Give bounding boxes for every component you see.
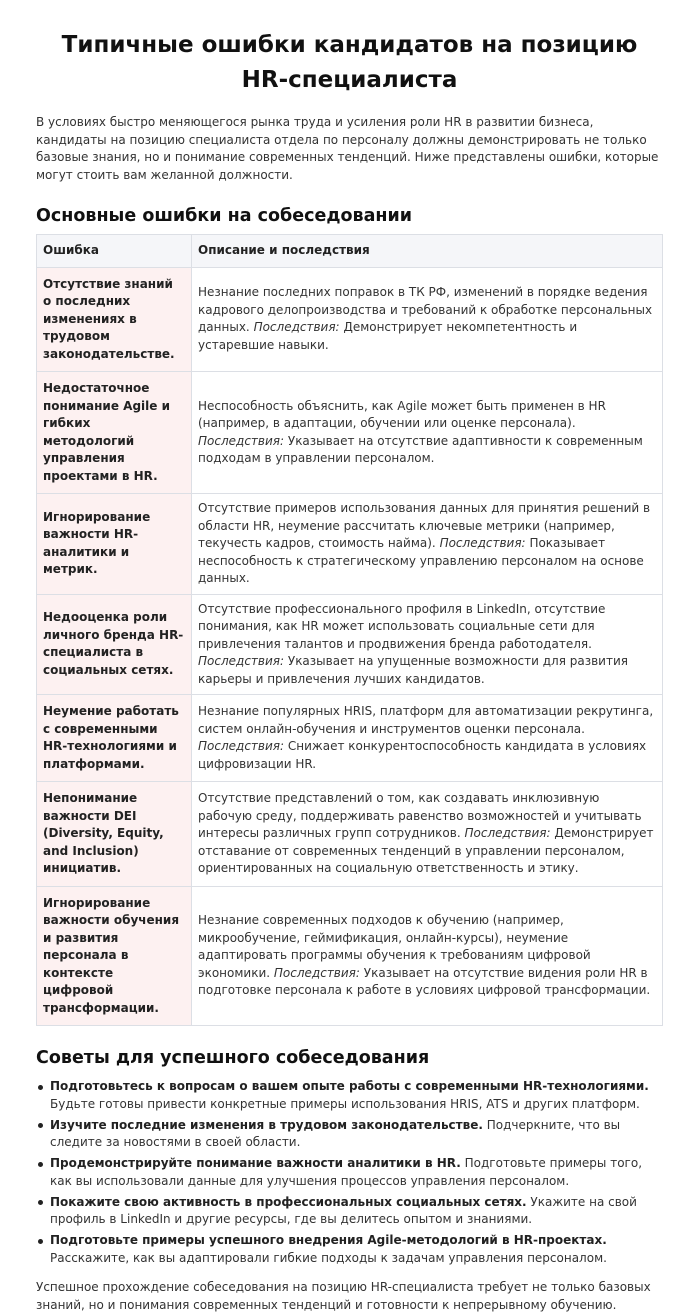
description-text: Незнание современных подходов к обучению (например, микрообучение, геймификация, онлайн-курсы), неумение адаптировать программы обучения к требованиям цифровой экономики.	[198, 913, 591, 980]
consequence-label: Последствия:	[464, 826, 551, 840]
page-title: Типичные ошибки кандидатов на позицию HR-специалиста	[61, 32, 638, 93]
tip-bold: Подготовьтесь к вопросам о вашем опыте работы с современными HR-технологиями.	[50, 1079, 649, 1093]
tip-text: Укажите на свой профиль в LinkedIn и другие ресурсы, где вы делитесь опытом и знаниями.	[50, 1194, 637, 1226]
consequence-label: Последствия:	[198, 654, 285, 668]
error-cell: Неумение работать с современными HR-технологиями и платформами.	[37, 695, 192, 782]
tip-text: Расскажите, как вы адаптировали гибкие подходы к задачам управления персоналом.	[50, 1250, 607, 1265]
consequence-text: Указывает на отсутствие адаптивности к современным подходам в управлении персоналом.	[198, 433, 643, 465]
error-cell: Недостаточное понимание Agile и гибких методологий управления проектами в HR.	[37, 372, 192, 494]
tip-bold: Изучите последние изменения в трудовом законодательстве.	[50, 1117, 483, 1132]
intro-paragraph: В условиях быстро меняющегося рынка труда и усиления роли HR в развитии бизнеса, кандидаты на позицию специалиста отдела по персоналу должны демонстрировать не только базовые знания, но и понимание современных тенденций. Ниже представлены ошибки, которые могут стоить вам желанной должности.	[36, 115, 659, 182]
tips-heading: Советы для успешного собеседования	[36, 1048, 430, 1068]
table-row	[37, 372, 663, 494]
consequence-label: Последствия:	[198, 433, 285, 448]
outro-paragraph: Успешное прохождение собеседования на позицию HR-специалиста требует не только базовых знаний, но и понимания современных тенденций и готовности к непрерывному обучению.	[36, 1280, 651, 1312]
tip-bold: Покажите свою активность в профессиональных социальных сетях.	[50, 1194, 527, 1209]
error-cell: Игнорирование важности HR-аналитики и метрик.	[37, 494, 192, 595]
error-cell: Недооценка роли личного бренда HR-специалиста в социальных сетях.	[37, 594, 192, 695]
consequence-label: Последствия:	[439, 536, 526, 550]
list-item	[50, 1194, 663, 1229]
list-item	[50, 1232, 663, 1267]
description-cell	[192, 372, 663, 494]
consequence-text: Показывает неспособность к стратегическому управлению персоналом на основе данных.	[198, 536, 644, 585]
description-cell	[192, 594, 663, 695]
error-cell: Игнорирование важности обучения и развития персонала в контексте цифровой трансформации.	[37, 886, 192, 1026]
error-cell: Непонимание важности DEI (Diversity, Equity, and Inclusion) инициатив.	[37, 782, 192, 887]
table-row	[37, 886, 663, 1026]
errors-table	[36, 234, 663, 1026]
table-row	[37, 267, 663, 372]
list-item	[50, 1155, 663, 1190]
consequence-text: Демонстрирует некомпетентность и устаревшие навыки.	[198, 320, 578, 352]
description-text: Незнание последних поправок в ТК РФ, изменений в порядке ведения кадрового делопроизводства и требований к обработке персональных данных.	[198, 285, 653, 335]
description-cell	[192, 695, 663, 782]
column-header-description: Описание и последствия	[192, 235, 663, 268]
tip-text: Подчеркните, что вы следите за новостями в своей области.	[50, 1117, 621, 1149]
consequence-label: Последствия:	[273, 965, 360, 980]
table-row	[37, 494, 663, 595]
description-cell	[192, 782, 663, 887]
error-cell: Отсутствие знаний о последних изменениях в трудовом законодательстве.	[37, 267, 192, 372]
description-cell	[192, 494, 663, 595]
tip-text: Будьте готовы привести конкретные примеры использования HRIS, ATS и других платформ.	[50, 1096, 640, 1111]
description-text: Неспособность объяснить, как Agile может быть применен в HR (например, в адаптации, обучении или оценке персонала).	[198, 398, 606, 430]
description-cell	[192, 267, 663, 372]
list-item	[50, 1078, 663, 1113]
consequence-text: Демонстрирует отставание от современных тенденций в управлении персоналом, ориентированных на социальную ответственность и этику.	[198, 826, 654, 875]
tips-list	[36, 1078, 663, 1267]
table-row	[37, 782, 663, 887]
tip-bold: Подготовьте примеры успешного внедрения Agile-методологий в HR-проектах.	[50, 1233, 607, 1247]
consequence-label: Последствия:	[198, 739, 285, 753]
tip-bold: Продемонстрируйте понимание важности аналитики в HR.	[50, 1156, 461, 1170]
tip-text: Подготовьте примеры того, как вы использовали данные для улучшения процессов управления персоналом.	[50, 1156, 643, 1188]
description-cell	[192, 886, 663, 1026]
description-text: Незнание популярных HRIS, платформ для автоматизации рекрутинга, систем онлайн-обучения и инструментов оценки персонала.	[198, 704, 654, 736]
table-row	[37, 695, 663, 782]
consequence-label: Последствия:	[253, 320, 340, 335]
description-text: Отсутствие представлений о том, как создавать инклюзивную рабочую среду, поддерживать равенство возможностей и учитывать интересы различных групп сотрудников.	[198, 791, 642, 840]
errors-heading: Основные ошибки на собеседовании	[36, 206, 413, 226]
table-header-row	[37, 235, 663, 268]
list-item	[50, 1117, 663, 1152]
column-header-error: Ошибка	[37, 235, 192, 268]
consequence-text: Указывает на упущенные возможности для развития карьеры и привлечения лучших кандидатов.	[198, 654, 628, 686]
description-text: Отсутствие примеров использования данных для принятия решений в области HR, неумение рассчитать ключевые метрики (например, текучесть кадров, стоимость найма).	[198, 501, 651, 550]
consequence-text: Снижает конкурентоспособность кандидата в условиях цифровизации HR.	[198, 739, 647, 771]
table-row	[37, 594, 663, 695]
description-text: Отсутствие профессионального профиля в LinkedIn, отсутствие понимания, как HR может использовать социальные сети для привлечения талантов и продвижения бренда работодателя.	[198, 601, 606, 651]
consequence-text: Указывает на отсутствие видения роли HR в подготовке персонала к работе в условиях цифровой трансформации.	[198, 965, 651, 997]
